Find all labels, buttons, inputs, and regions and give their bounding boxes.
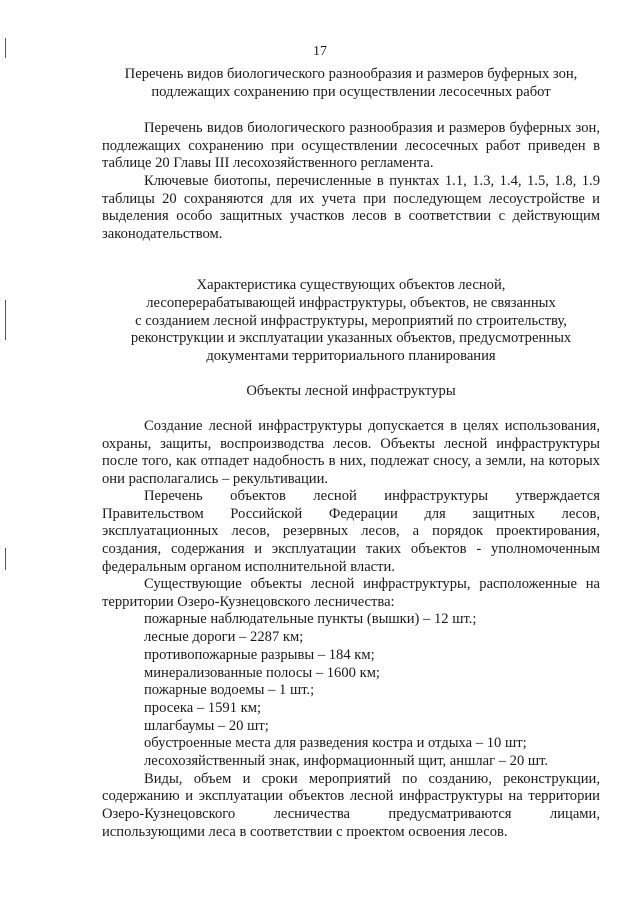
section-heading-line: с созданием лесной инфраструктуры, мероприятий по строительству,	[135, 312, 567, 329]
document-body	[102, 66, 600, 841]
document-title	[102, 66, 600, 101]
scan-margin-mark	[5, 300, 6, 340]
paragraph: Создание лесной инфраструктуры допускается в целях использования, охраны, защиты, воспроизводства лесов. Объекты лесной инфраструктуры после того, как отпадет надобность в них, подлежат сносу, а земли, на которых они располагались – рекультивации.	[102, 417, 600, 487]
list-item: обустроенные места для разведения костра и отдыха – 10 шт;	[144, 735, 527, 752]
scan-margin-mark	[5, 548, 6, 570]
section-heading	[102, 277, 600, 365]
paragraph: Виды, объем и сроки мероприятий по созданию, реконструкции, содержанию и эксплуатации объектов лесной инфраструктуры на территории Озеро-Кузнецовского лесничества предусматриваются лицами, использующими леса в соответствии с проектом освоения лесов.	[102, 770, 600, 840]
list-item: лесохозяйственный знак, информационный щит, аншлаг – 20 шт.	[144, 753, 549, 770]
list-item: пожарные наблюдательные пункты (вышки) – 12 шт.;	[144, 611, 477, 628]
page-number: 17	[313, 44, 327, 59]
list-item: противопожарные разрывы – 184 км;	[144, 646, 375, 663]
subheading: Объекты лесной инфраструктуры	[246, 383, 456, 400]
list-item: минерализованные полосы – 1600 км;	[144, 664, 380, 681]
section-heading-line: лесоперерабатывающей инфраструктуры, объектов, не связанных	[146, 294, 556, 311]
paragraph: Ключевые биотопы, перечисленные в пунктах 1.1, 1.3, 1.4, 1.5, 1.8, 1.9 таблицы 20 сохраняются для их учета при последующем лесоустройстве и выделения особо защитных участков лесов в соответствии с действующим законодательством.	[102, 172, 600, 242]
section-heading-line: документами территориального планирования	[206, 347, 496, 364]
title-line: подлежащих сохранению при осуществлении лесосечных работ	[151, 83, 551, 100]
list-item: пожарные водоемы – 1 шт.;	[144, 682, 315, 699]
section-heading-line: реконструкции и эксплуатации указанных объектов, предусмотренных	[130, 330, 572, 347]
list-item: лесные дороги – 2287 км;	[144, 629, 304, 646]
infrastructure-list	[102, 611, 600, 770]
list-item: просека – 1591 км;	[144, 699, 262, 716]
paragraph: Перечень объектов лесной инфраструктуры утверждается Правительством Российской Федерации для защитных лесов, эксплуатационных лесов, резервных лесов, а порядок проектирования, создания, содержания и эксплуатации таких объектов - уполномоченным федеральным органом исполнительной власти.	[102, 488, 600, 575]
paragraph: Существующие объекты лесной инфраструктуры, расположенные на территории Озеро-Кузнецовского лесничества:	[102, 576, 600, 610]
section-heading-line: Характеристика существующих объектов лесной,	[196, 277, 506, 294]
paragraph: Перечень видов биологического разнообразия и размеров буферных зон, подлежащих сохранению при осуществлении лесосечных работ приведен в таблице 20 Главы III лесохозяйственного регламента.	[102, 120, 600, 172]
title-line: Перечень видов биологического разнообразия и размеров буферных зон,	[124, 66, 578, 82]
list-item: шлагбаумы – 20 шт;	[144, 717, 269, 734]
